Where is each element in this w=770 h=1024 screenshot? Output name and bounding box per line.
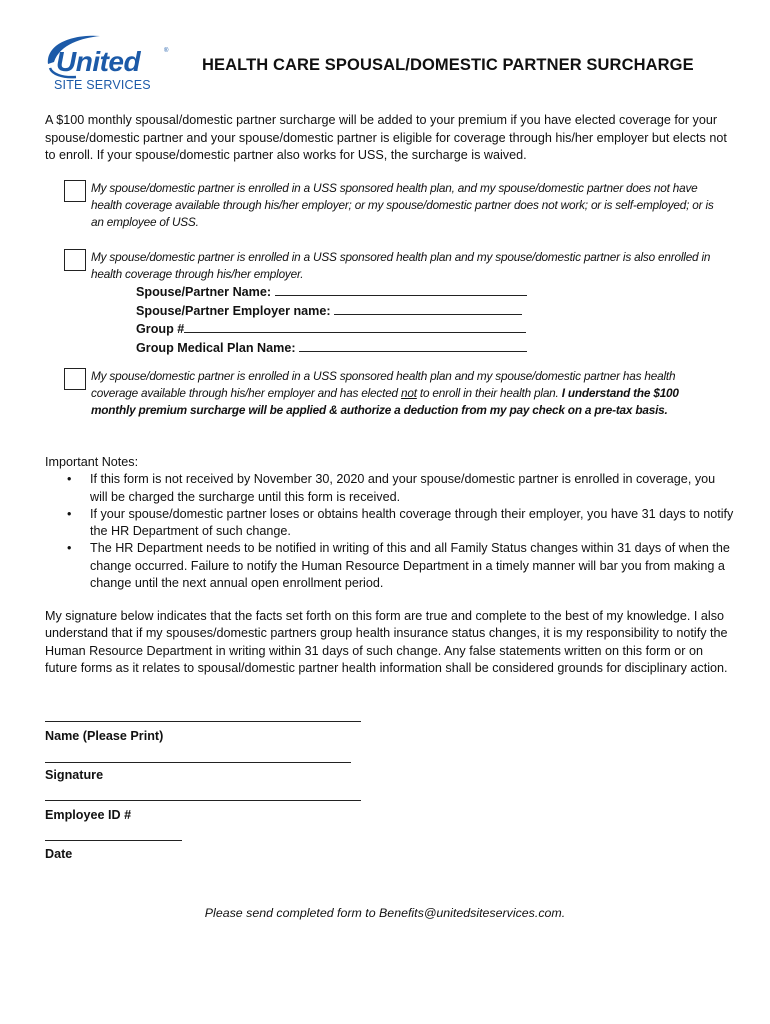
spouse-employer-field bbox=[136, 302, 527, 321]
page-title: HEALTH CARE SPOUSAL/DOMESTIC PARTNER SURCHARGE bbox=[202, 56, 694, 74]
signature-line[interactable] bbox=[45, 762, 351, 763]
option-3-text-part-a: My spouse/domestic partner is enrolled in a USS sponsored health plan and my spouse/domestic partner has health coverage available through his/her employer and has elected bbox=[91, 369, 676, 400]
option-1-text: My spouse/domestic partner is enrolled in a USS sponsored health plan, and my spouse/domestic partner does not have health coverage available through his/her employer; or my spouse/domestic partner does not work; or is self-employed; or is an employee of USS. bbox=[91, 181, 714, 229]
spouse-employer-label: Spouse/Partner Employer name: bbox=[136, 303, 331, 318]
group-number-label: Group # bbox=[136, 322, 185, 336]
bullet-icon: • bbox=[67, 472, 72, 487]
option-2-text: My spouse/domestic partner is enrolled in a USS sponsored health plan and my spouse/domestic partner is also enrolled in health coverage through his/her employer. bbox=[91, 250, 711, 281]
spouse-name-field bbox=[136, 283, 527, 302]
option-1-checkbox[interactable] bbox=[64, 180, 86, 202]
group-plan-field bbox=[136, 339, 527, 358]
employee-id-line[interactable] bbox=[45, 800, 361, 801]
option-3-text-bold: I understand the $100 monthly premium surcharge will be applied & authorize a deduction from my pay check on a pre-tax basis. bbox=[91, 386, 679, 417]
group-number-input[interactable] bbox=[184, 320, 526, 333]
spouse-name-input[interactable] bbox=[275, 283, 527, 296]
bullet-icon: • bbox=[67, 541, 72, 556]
note-item-text: The HR Department needs to be notified in writing of this and all Family Status changes within 31 days of when the change occurred. Failure to notify the Human Resource Department in a timely manner will bar you from making a change until the next annual open enrollment period. bbox=[90, 541, 730, 591]
note-item-text: If your spouse/domestic partner loses or obtains health coverage through their employer, you have 31 days to notify the HR Department of such change. bbox=[90, 506, 734, 539]
company-logo bbox=[42, 32, 172, 92]
important-notes bbox=[45, 454, 735, 592]
footer-instruction: Please send completed form to Benefits@unitedsiteservices.com. bbox=[204, 906, 566, 920]
group-number-field bbox=[136, 320, 527, 339]
date-line[interactable] bbox=[45, 840, 182, 841]
name-print-label: Name (Please Print) bbox=[45, 729, 164, 743]
note-item bbox=[45, 506, 735, 541]
option-2-checkbox[interactable] bbox=[64, 249, 86, 271]
logo-subtitle: SITE SERVICES bbox=[54, 78, 151, 92]
note-item bbox=[45, 540, 735, 592]
date-label: Date bbox=[45, 847, 73, 861]
group-plan-input[interactable] bbox=[299, 339, 527, 352]
option-3-text-part-b: to enroll in their health plan. bbox=[416, 386, 562, 400]
bullet-icon: • bbox=[67, 506, 72, 521]
logo-trademark: ® bbox=[164, 48, 169, 54]
notes-list bbox=[45, 471, 735, 592]
spouse-name-label: Spouse/Partner Name: bbox=[136, 285, 272, 299]
signature-label: Signature bbox=[45, 768, 104, 782]
signature-paragraph: My signature below indicates that the facts set forth on this form are true and complete to the best of my knowledge. I also understand that if my spouses/domestic partners group health insurance status changes, it is my responsibility to notify the Human Resource Department in writing within 31 days of such change. Any false statements written on this form or on future forms as it relates to spousal/domestic partner health information shall be considered grounds for disciplinary action. bbox=[45, 609, 728, 675]
logo-wordmark: United bbox=[56, 46, 141, 77]
option-3-text-not: not bbox=[401, 386, 417, 400]
note-item-text: If this form is not received by November 30, 2020 and your spouse/domestic partner is enrolled in coverage, you will be charged the surcharge until this form is received. bbox=[90, 472, 716, 504]
option-3-checkbox[interactable] bbox=[64, 368, 86, 390]
group-plan-label: Group Medical Plan Name: bbox=[136, 340, 296, 355]
spouse-fields bbox=[136, 283, 527, 357]
notes-heading: Important Notes: bbox=[45, 455, 139, 469]
intro-paragraph: A $100 monthly spousal/domestic partner surcharge will be added to your premium if you have elected coverage for your spouse/domestic partner and your spouse/domestic partner is eligible for coverage through his/her employer but elects not to enroll. If your spouse/domestic partner also works for USS, the surcharge is waived. bbox=[45, 113, 727, 162]
name-print-line[interactable] bbox=[45, 721, 361, 722]
option-3-text bbox=[91, 368, 721, 419]
employee-id-label: Employee ID # bbox=[45, 808, 132, 822]
spouse-employer-input[interactable] bbox=[334, 302, 522, 315]
note-item bbox=[45, 471, 735, 506]
